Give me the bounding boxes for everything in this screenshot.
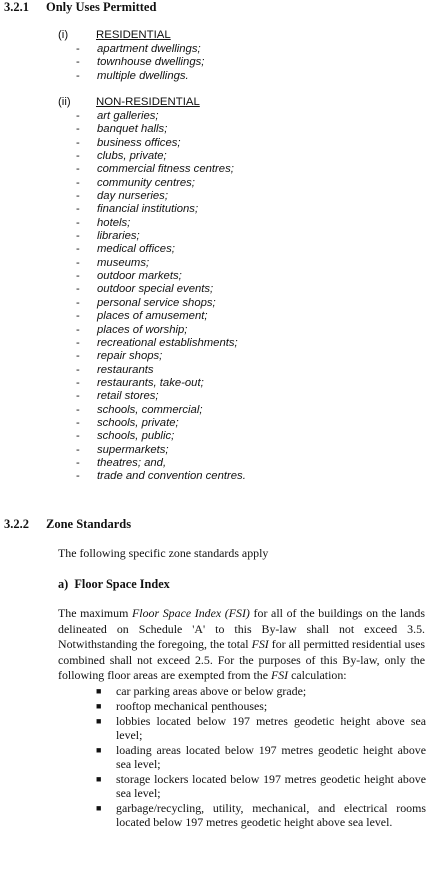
use-label: art galleries; [97,110,159,122]
list-item [76,297,246,310]
dash-marker: - [76,203,80,216]
dash-marker: - [76,296,80,309]
non-residential-uses-list [76,110,246,484]
square-bullet-icon: ■ [96,802,102,813]
square-bullet-icon: ■ [96,715,102,726]
use-label: places of amusement; [97,310,208,323]
use-label: supermarkets; [97,443,169,456]
dash-marker: - [76,443,80,456]
group-numeral: (ii) [58,96,71,108]
list-item [76,123,246,136]
use-label: trade and convention centres. [97,470,246,483]
fsi-text: for all of the buildings on the lands delineated on Schedule 'A' to this By-law shall not exceed 3.5. Notwithstanding the foregoing, the total [58,606,426,652]
use-label: hotels; [97,216,131,229]
dash-marker: - [76,416,80,429]
dash-marker: - [76,136,80,149]
use-label: business offices; [97,136,181,149]
list-item [76,150,246,163]
group-heading-residential [58,29,171,41]
use-label: apartment dwellings; [97,43,201,55]
section-title: Only Uses Permitted [46,0,157,14]
exemption-text: lobbies located below 197 metres geodetic height above sea level; [116,713,426,742]
fsi-text: calculation: [288,668,347,683]
use-label: community centres; [97,176,195,189]
bullet-item [96,772,426,800]
group-numeral: (i) [58,29,69,41]
bullet-item [96,699,426,713]
fsi-text: for all permitted residential uses combined shall not exceed 2.5. For the purposes of this By-law, only the following floor areas are exempted from the [58,637,425,683]
use-label: townhouse dwellings; [97,56,205,69]
dash-marker: - [76,69,80,82]
section-title: Zone Standards [46,517,132,531]
dash-marker: - [76,243,80,256]
use-label: personal service shops; [97,296,216,309]
dash-marker: - [76,403,80,416]
list-item [76,230,246,243]
dash-marker: - [76,216,80,229]
list-item [76,203,246,216]
dash-marker: - [76,323,80,336]
dash-marker: - [76,336,80,349]
list-item [76,310,246,323]
list-item [76,417,246,430]
list-item [76,444,246,457]
list-item [76,364,246,377]
use-label: recreational establishments; [97,336,238,349]
dash-marker: - [76,390,80,403]
dash-marker: - [76,363,80,376]
use-label: repair shops; [97,350,163,363]
fsi-term: Floor Space Index (FSI) [132,606,250,620]
section-number: 3.2.1 [4,0,29,14]
use-label: medical offices; [97,243,175,256]
fsi-exemptions-list [96,684,426,830]
list-item [76,56,204,69]
dash-marker: - [76,376,80,389]
exemption-text: car parking areas above or below grade; [116,684,307,698]
list-item [76,43,204,56]
use-label: schools, public; [97,430,175,443]
dash-marker: - [76,350,80,363]
list-item [76,337,246,350]
use-label: day nurseries; [97,190,168,203]
list-item [76,163,246,176]
group-title: NON-RESIDENTIAL [96,96,200,108]
subsection-label: a) [58,577,69,591]
section-heading-3-2-2 [4,517,131,532]
use-label: places of worship; [97,323,188,336]
list-item [76,283,246,296]
dash-marker: - [76,470,80,483]
group-title: RESIDENTIAL [96,29,171,41]
square-bullet-icon: ■ [96,686,102,696]
bullet-item [96,684,426,698]
zone-standards-intro: The following specific zone standards apply [58,546,269,560]
exemption-text: garbage/recycling, utility, mechanical, and electrical rooms located below 197 metres geodetic height above sea level. [116,800,426,829]
exemption-text: rooftop mechanical penthouses; [116,698,268,713]
fsi-term: FSI [251,637,269,652]
use-label: theatres; and, [97,456,167,469]
use-label: commercial fitness centres; [97,163,234,176]
square-bullet-icon: ■ [96,744,102,755]
exemption-text: loading areas located below 197 metres geodetic height above sea level; [116,742,426,771]
bullet-item [96,801,426,829]
list-item [76,457,246,470]
list-item [76,177,246,190]
list-item [76,470,246,483]
fsi-text: The maximum [58,606,132,620]
dash-marker: - [76,176,80,189]
list-item [76,377,246,390]
use-label: libraries; [97,230,140,243]
section-number: 3.2.2 [4,517,29,531]
list-item [76,217,246,230]
dash-marker: - [76,110,80,122]
list-item [76,390,246,403]
dash-marker: - [76,123,80,136]
dash-marker: - [76,256,80,269]
use-label: schools, commercial; [97,403,203,416]
list-item [76,137,246,150]
use-label: clubs, private; [97,150,167,163]
use-label: multiple dwellings. [97,69,189,82]
dash-marker: - [76,270,80,283]
list-item [76,404,246,417]
exemption-text: storage lockers located below 197 metres geodetic height above sea level; [116,771,426,800]
bullet-item [96,743,426,771]
list-item [76,243,246,256]
use-label: schools, private; [97,416,179,429]
use-label: restaurants [97,363,154,376]
dash-marker: - [76,456,80,469]
use-label: museums; [97,256,150,269]
dash-marker: - [76,150,80,163]
section-heading-3-2-1 [4,0,156,15]
dash-marker: - [76,430,80,443]
list-item [76,257,246,270]
group-heading-non-residential [58,96,200,108]
dash-marker: - [76,283,80,296]
residential-uses-list [76,43,204,83]
use-label: restaurants, take-out; [97,376,204,389]
list-item [76,270,246,283]
list-item [76,324,246,337]
subsection-heading-fsi [58,577,170,592]
list-item [76,430,246,443]
list-item [76,110,246,123]
use-label: banquet halls; [97,123,168,136]
square-bullet-icon: ■ [96,773,102,784]
list-item [76,350,246,363]
dash-marker: - [76,56,80,69]
dash-marker: - [76,230,80,243]
use-label: financial institutions; [97,203,199,216]
dash-marker: - [76,163,80,176]
dash-marker: - [76,43,80,55]
fsi-term: FSI [270,668,289,683]
use-label: retail stores; [97,390,159,403]
list-item [76,70,204,83]
subsection-title: Floor Space Index [74,577,170,591]
dash-marker: - [76,190,80,203]
square-bullet-icon: ■ [96,700,102,711]
fsi-paragraph [58,606,425,684]
bullet-item [96,714,426,742]
use-label: outdoor markets; [97,270,182,283]
use-label: outdoor special events; [97,283,214,296]
list-item [76,190,246,203]
dash-marker: - [76,310,80,323]
